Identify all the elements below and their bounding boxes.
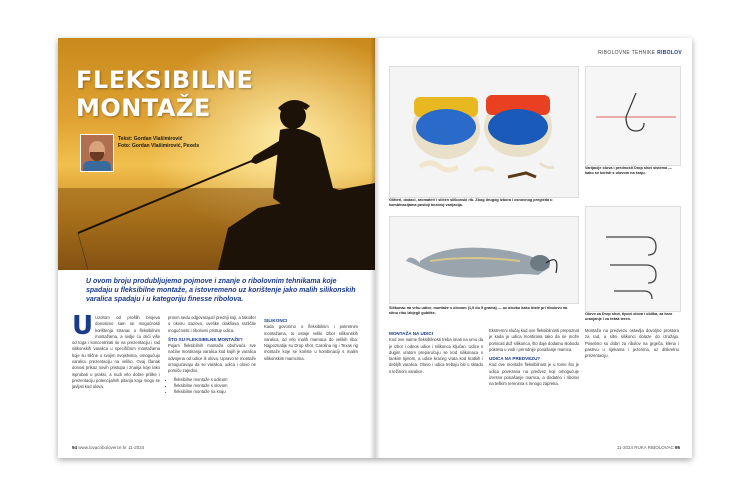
list-item: • fleksibilne montaže s udicom [174,377,256,383]
section-heading: UDICA NA PREDVEZU? [489,356,541,362]
title-line-1: FLEKSIBILNE [76,66,254,94]
photo-bait-jars [389,66,579,198]
photo-shad-bait [389,216,579,304]
body-text: provm sedu odgovarajući prednji koji, a također u okviru izazova, uvelike olakšava različite mogućnosti i ribolovni pristup udica. [168,315,256,333]
body-column-3 [264,315,358,362]
credit-photo: Foto: Gordan Vlašimirović, Pexels [118,143,200,149]
article-title [76,66,253,122]
title-line-2: MONTAŽE [76,94,211,122]
list-item: • fleksibilne montaže na kraju [174,389,256,395]
drop-cap: U [72,311,94,341]
right-footer [617,445,680,450]
photo-hook-line [585,66,681,166]
section-heading: MONTAŽA NA UDICI [389,331,433,336]
footer-site: www.lovacriboloverce.hr [78,445,127,450]
body-text: Kod ove naime fleksibilnosti treba imati na umu da je izbor i odnos udice i silikonca ključan. Udice s dugim vratom preporučuju se kod silikonaca s tankim tijelom, a udice kraćeg vrata kod kratkih i debljih varalica. Olovo i udica trebaju biti u skladu s težinom varalice. [389,337,483,374]
left-page [58,38,375,458]
body-column-1 [72,311,160,391]
caption-2: Silikonac na vrhu udice, montaže s olovom (1,5 do 5 grama) — uz olovku kako biste pri ribolovu na sitnu ribu izbjegli gubitke. [389,306,568,316]
body-text: Kada govorimo o fleksibilnim i pokretnim montažama, tu ostaje veliki izbor silikonskih varalica, od vrlo malih mamaca do velikih riba. Najpoznatije su Drop shot, Carolina rig i Texas rig montaže koje se koriste u kombinaciji s malim silikonskim mamcima. [264,324,358,361]
body-text: Montaža na predvezu ostavlja dovoljno prostora za rad, a sitni silikonci dolaze do izražaja. Posebno su dobri za ribolov na grgeča, klena i pastrvu u rijekama i jezerima, uz diskretnu prezentaciju. [585,328,679,359]
photo-hooks [585,206,681,312]
bullet-list [168,377,256,396]
right-page [375,38,692,458]
hooks-illustration [586,207,680,311]
hero-photo [58,38,375,270]
author-photo [80,134,114,172]
credit-text: Tekst: Gordan Vlašimirović [118,136,183,142]
caption-1: Glitteri, dodaci, aromateri i sličen silikonski rib. Zbog drugog izbora i osnovnog pregleda u kombinacijama postoji bezbroj varijacija. [389,198,553,208]
body-column-6 [585,328,679,359]
body-text: Uzdrom od prošlih brojeva donosimo sam se mogućnosti korištenja stranac u fleksibilnim montažama, a ovdje ću otići više od toga i koncentrirati se na prezentaciju i rad silikonskih varalica u specifičnim montažama koje su slične u svojim svojstvima, omogućuju varalicu prezentaciju na veliko. Ovaj članak donosi prikaz novih pristupa i znanja koje lako isprobati u praksi, a nudi vrlo dobre prilike i prezentaciju potencijalnih pitanja koja mogu se javljati kod ulova. [72,315,160,390]
caption-4: Olovo za Drop shot, tipovi olova i oblika, za brzo uranjanje i za težak teren. [585,312,673,322]
page-number: 95 [674,445,680,450]
body-text: Kod ove montaže fleksibilnost je u tome što je udica povezana na predvez koji omogućuje izvrsno ponašanje mamca, a dodatno i ribolov na teškim terenima s mnogo zapreka. [489,362,579,387]
lead-paragraph: U ovom broju produbljujemo pojmove i znanje o ribolovnim tehnikama koje spadaju u fleksibilne montaže, a istovremeno uz korištenje jako malih silikonskih varalica spadaju i u kategoriju finesse ribolova. [86,278,356,303]
left-footer [72,445,144,450]
list-item: • fleksibilne montaže s olovom [174,383,256,389]
kicker-text: RIBOLOVNE TEHNIKE [598,50,656,56]
credits [118,136,199,150]
drop-shot-hook-illustration [586,67,680,165]
body-column-5 [489,328,579,388]
body-text: Ekstremni slučaj kod ove fleksibilnosti prepoznat je kada je udica montirana tako da se može pomicati duž silikonca, što daje dodatnu slobodu pokreta u vodi i prirodnije ponašanje mamca. [489,328,579,352]
body-text: Pojam fleksibilnih montaža obuhvaća sve načine montiranja varalica kod kojih je varalica odvojena od udice ili olova. Upravo te montaže omogućavaju da se varalica, udica i olovo ne pomiču zajedno. [168,343,256,374]
magazine-spread [58,38,692,458]
shad-bait-illustration [390,217,578,303]
section-kicker [598,50,682,56]
footer-date: 11-2024 [616,445,634,450]
section-heading: SILIKONCI [264,318,288,323]
spine-shadow [370,38,380,458]
kicker-accent: RIBOLOV [657,50,682,56]
footer-date: 11-2024 [128,445,145,450]
body-column-2 [168,315,256,396]
footer-magazine: RUKA RIBOLOVAC [634,445,674,450]
caption-3: Varijacije olova i prednosti Drop shot sistema — kako se koristi s olovom na kraju. [585,166,672,176]
body-column-4 [389,328,483,375]
bait-jars-illustration [390,67,578,197]
page-number: 94 [72,445,78,450]
section-heading: ŠTO SU FLEKSIBILNE MONTAŽE? [168,336,243,342]
